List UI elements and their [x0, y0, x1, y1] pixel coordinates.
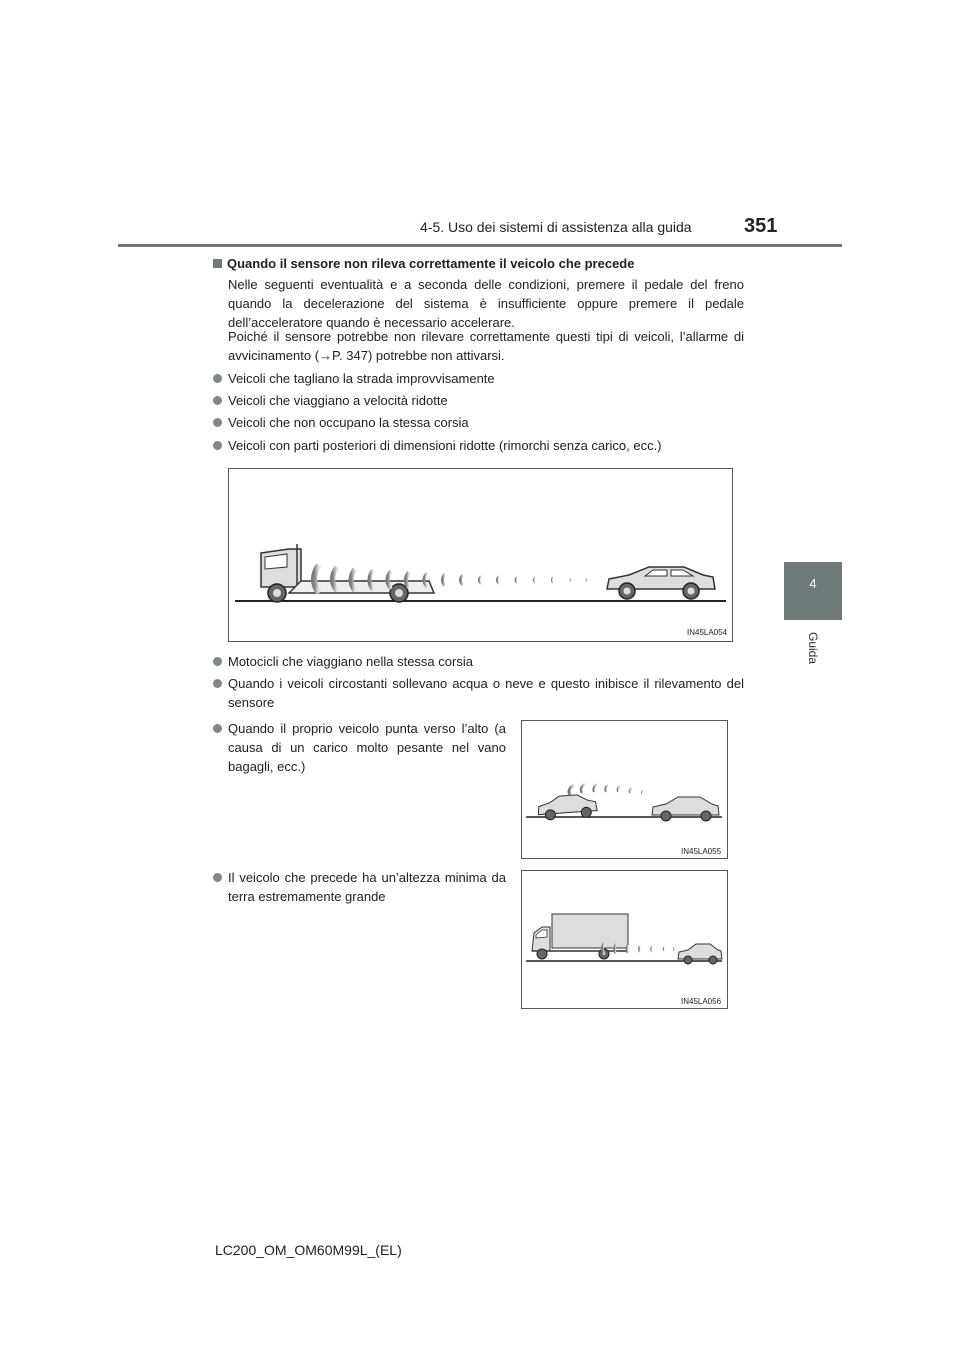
- bullet-dot-icon: [213, 441, 222, 450]
- figure-truck-trailer: [228, 468, 733, 642]
- bullet-text: Veicoli che tagliano la strada improvvisamente: [228, 371, 495, 386]
- chapter-number: 4: [809, 576, 817, 591]
- chapter-label: Guida: [806, 632, 820, 665]
- figure-label: IN45LA056: [681, 997, 722, 1006]
- figure-vehicle-pitched-up: [521, 720, 728, 859]
- bullet-dot-icon: [213, 724, 222, 733]
- bullet-text: Veicoli che non occupano la stessa corsia: [228, 415, 469, 430]
- heading-square-icon: [213, 259, 222, 268]
- chapter-tab: [784, 562, 842, 620]
- bullet-dot-icon: [213, 657, 222, 666]
- bullet-text: Veicoli con parti posteriori di dimensioni ridotte (rimorchi senza carico, ecc.): [228, 438, 662, 453]
- bullet-text: Veicoli che viaggiano a velocità ridotte: [228, 393, 448, 408]
- bullet-item: [213, 868, 513, 908]
- bullet-text: Quando il proprio veicolo punta verso l’alto (a causa di un carico molto pesante nel vano bagagli, ecc.): [228, 721, 506, 774]
- bullet-dot-icon: [213, 396, 222, 405]
- figure-high-clearance-truck: [521, 870, 728, 1009]
- bullet-text: Il veicolo che precede ha un’altezza minima da terra estremamente grande: [228, 870, 506, 904]
- chapter-label-container: [784, 632, 842, 672]
- paragraph-intro: Nelle seguenti eventualità e a seconda delle condizioni, premere il pedale del freno quando la decelerazione del sistema è insufficiente oppure premere il pedale dell’acceleratore quando è necessario accelerare.: [228, 277, 744, 330]
- section-heading: [213, 256, 634, 271]
- figure-label: IN45LA054: [687, 628, 728, 637]
- bullet-item: [213, 369, 753, 388]
- section-heading-text: Quando il sensore non rileva correttamente il veicolo che precede: [227, 256, 635, 271]
- header-divider: [118, 244, 842, 247]
- bullet-item: [213, 674, 753, 714]
- bullet-item: [213, 413, 753, 432]
- paragraph-warning: Poiché il sensore potrebbe non rilevare correttamente questi tipi di veicoli, l’allarme di avvicinamento (→P. 347) potrebbe non attivarsi.: [228, 329, 744, 363]
- illustration-high-clearance-truck: [522, 871, 727, 1008]
- bullet-text: Quando i veicoli circostanti sollevano acqua o neve e questo inibisce il rilevamento del sensore: [228, 676, 744, 710]
- section-title: 4-5. Uso dei sistemi di assistenza alla guida: [420, 219, 692, 235]
- figure-label: IN45LA055: [681, 847, 722, 856]
- bullet-dot-icon: [213, 374, 222, 383]
- bullet-dot-icon: [213, 873, 222, 882]
- bullet-dot-icon: [213, 679, 222, 688]
- bullet-item: [213, 719, 513, 779]
- bullet-text: Motocicli che viaggiano nella stessa corsia: [228, 654, 473, 669]
- document-code: LC200_OM_OM60M99L_(EL): [215, 1242, 402, 1258]
- page-number: 351: [744, 215, 778, 237]
- bullet-item: [213, 391, 753, 410]
- bullet-item: [213, 436, 753, 455]
- illustration-vehicle-pitched-up: [522, 721, 727, 858]
- illustration-truck-trailer: [229, 469, 732, 641]
- bullet-item: [213, 652, 753, 671]
- bullet-dot-icon: [213, 418, 222, 427]
